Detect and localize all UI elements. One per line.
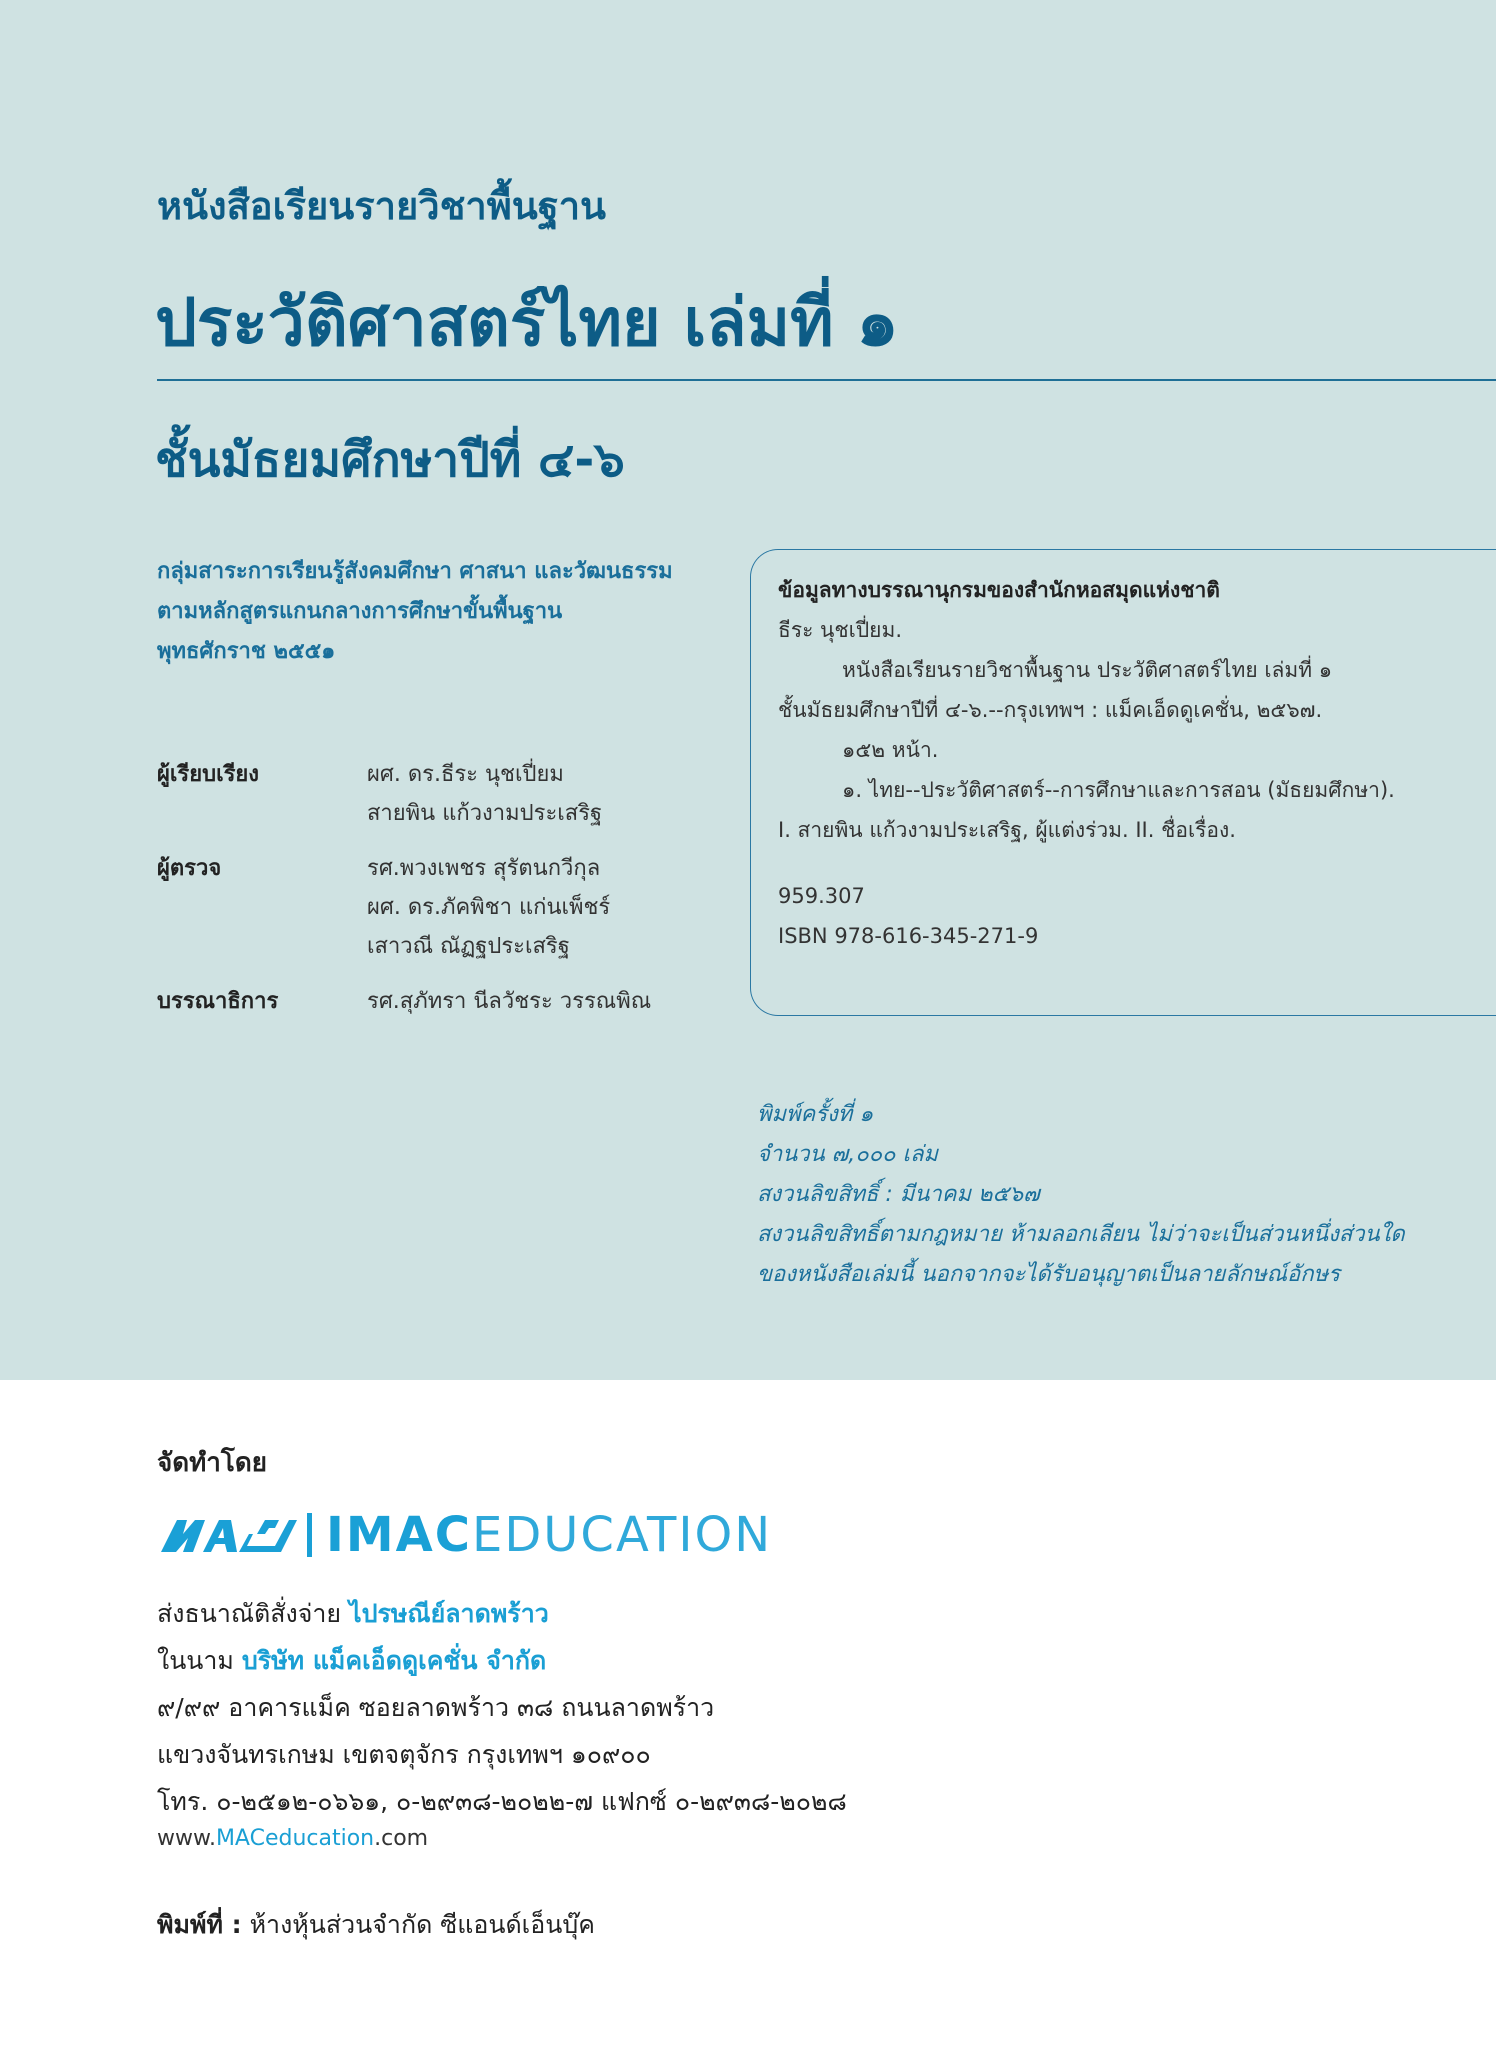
credit-row-authors — [157, 755, 651, 833]
cataloging-title: หนังสือเรียนรายวิชาพื้นฐาน ประวัติศาสตร์ไทย เล่มที่ ๑ — [842, 658, 1333, 682]
title-divider — [157, 379, 1496, 381]
print-line: สงวนลิขสิทธิ์ : มีนาคม ๒๕๖๗ — [757, 1182, 1040, 1207]
curriculum-line: ตามหลักสูตรแกนกลางการศึกษาขั้นพื้นฐาน — [157, 599, 563, 624]
logo-divider — [307, 1513, 312, 1557]
print-line: ของหนังสือเล่มนี้ นอกจากจะได้รับอนุญาตเป็นลายลักษณ์อักษร — [757, 1262, 1340, 1287]
cataloging-heading: ข้อมูลทางบรรณานุกรมของสำนักหอสมุดแห่งชาติ — [778, 578, 1220, 602]
cataloging-author: ธีระ นุชเปี่ยม. — [778, 618, 902, 642]
printer-line: พิมพ์ที่ : ห้างหุ้นส่วนจำกัด ซีแอนด์เอ็นบุ๊ค — [157, 1910, 595, 1939]
credit-name: เสาวณี ณัฏฐประเสริฐ — [367, 934, 570, 959]
credit-role: ผู้เรียบเรียง — [157, 762, 260, 787]
cataloging-subject: ๑. ไทย--ประวัติศาสตร์--การศึกษาและการสอน (มัธยมศึกษา). — [842, 778, 1395, 802]
curriculum-line: กลุ่มสาระการเรียนรู้สังคมศึกษา ศาสนา และวัฒนธรรม — [157, 559, 673, 584]
publisher-logo — [157, 1505, 772, 1565]
credit-role: ผู้ตรวจ — [157, 856, 222, 881]
cataloging-coauthor: I. สายพิน แก้วงามประเสริฐ, ผู้แต่งร่วม. II. ชื่อเรื่อง. — [778, 818, 1236, 842]
cataloging-text — [778, 570, 1395, 956]
credit-name: รศ.สุภัทรา นีลวัชระ วรรณพิณ — [367, 989, 652, 1014]
mac-logo-mark-icon — [157, 1512, 297, 1558]
cataloging-pages: ๑๕๒ หน้า. — [842, 738, 939, 762]
credits-list — [157, 755, 651, 1037]
address-line: แขวงจันทรเกษม เขตจตุจักร กรุงเทพฯ ๑๐๙๐๐ — [157, 1740, 651, 1769]
website-link[interactable]: www.MACeducation.com — [157, 1826, 429, 1851]
logo-wordmark: IMACEDUCATION — [326, 1507, 773, 1563]
credit-role: บรรณาธิการ — [157, 989, 279, 1014]
payment-line: ส่งธนาณัติสั่งจ่าย ไปรษณีย์ลาดพร้าว — [157, 1599, 549, 1628]
cataloging-class-number: 959.307 — [778, 884, 865, 908]
made-by-label: จัดทำโดย — [157, 1448, 267, 1478]
credit-row-reviewers — [157, 849, 651, 966]
phone-line: โทร. ๐-๒๕๑๒-๐๖๖๑, ๐-๒๙๓๘-๒๐๒๒-๗ แฟกซ์ ๐-๒๙๓๘-๒๐๒๘ — [157, 1787, 847, 1816]
company-line: ในนาม บริษัท แม็คเอ็ดดูเคชั่น จำกัด — [157, 1646, 547, 1675]
publisher-address — [157, 1590, 847, 1825]
book-subject-type: หนังสือเรียนรายวิชาพื้นฐาน — [157, 184, 607, 228]
credit-name: ผศ. ดร.ธีระ นุชเปี่ยม — [367, 762, 564, 787]
credit-name: สายพิน แก้วงามประเสริฐ — [367, 801, 603, 826]
print-line: จำนวน ๗,๐๐๐ เล่ม — [757, 1142, 938, 1167]
credit-name: ผศ. ดร.ภัคพิชา แก่นเพ็ชร์ — [367, 895, 611, 920]
cataloging-imprint: ชั้นมัธยมศึกษาปีที่ ๔-๖.--กรุงเทพฯ : แม็คเอ็ดดูเคชั่น, ๒๕๖๗. — [778, 698, 1323, 722]
grade-level: ชั้นมัธยมศึกษาปีที่ ๔-๖ — [155, 432, 625, 488]
print-line: สงวนลิขสิทธิ์ตามกฎหมาย ห้ามลอกเลียน ไม่ว่าจะเป็นส่วนหนึ่งส่วนใด — [757, 1222, 1405, 1247]
curriculum-group — [157, 552, 673, 672]
print-line: พิมพ์ครั้งที่ ๑ — [757, 1102, 874, 1127]
credit-name: รศ.พวงเพชร สุรัตนกวีกุล — [367, 856, 601, 881]
credit-row-editor — [157, 982, 651, 1021]
curriculum-line: พุทธศักราช ๒๕๕๑ — [157, 639, 336, 664]
address-line: ๙/๙๙ อาคารแม็ค ซอยลาดพร้าว ๓๘ ถนนลาดพร้าว — [157, 1693, 715, 1722]
book-title: ประวัติศาสตร์ไทย เล่มที่ ๑ — [155, 284, 899, 361]
cataloging-isbn: ISBN 978-616-345-271-9 — [778, 924, 1039, 948]
print-edition-info — [757, 1095, 1405, 1295]
